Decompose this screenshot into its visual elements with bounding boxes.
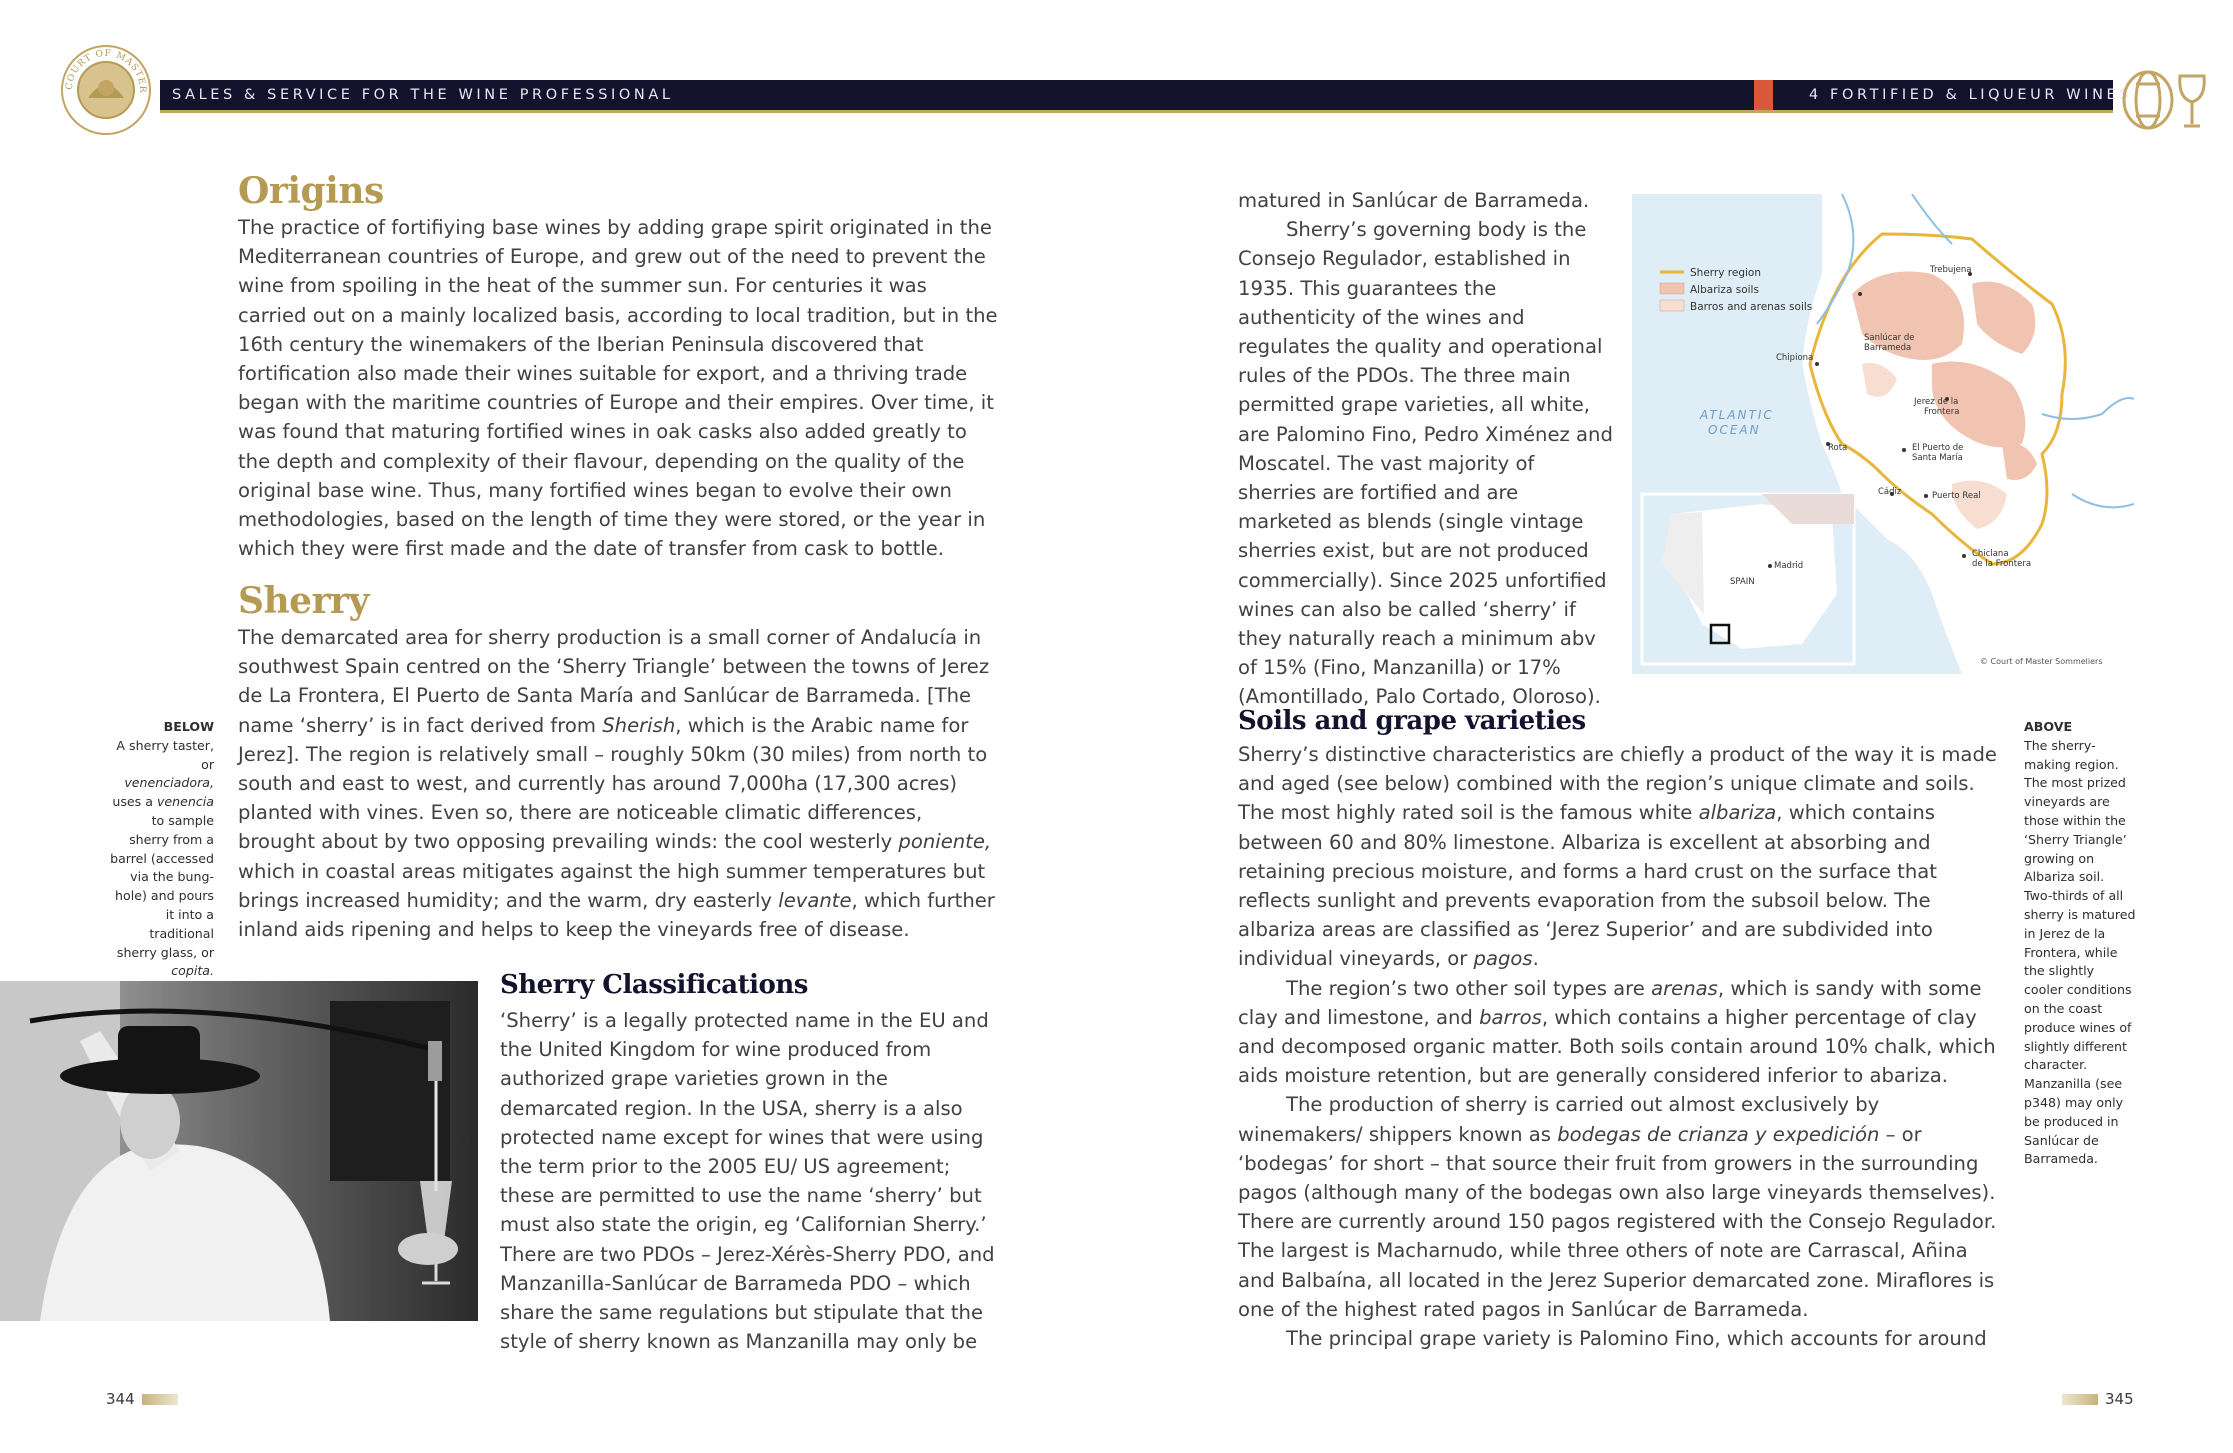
soils-paragraph-2: The region’s two other soil types are arenas, which is sandy with some clay and limestone, and barros, which contains a higher percentage of clay and decomposed organic matter. Both soils contain around 10% chalk, which aids moisture retention, but are generally considered inferior to abariza. [1238,976,1996,1088]
town-puerto-2: Santa María [1912,453,1963,463]
chapter-icon [2118,62,2210,132]
town-cadiz: Cádiz [1878,487,1902,497]
inset-map [1642,494,1854,664]
soils-paragraph-4: The principal grape variety is Palomino Fino, which accounts for around [1286,1327,1987,1351]
chapter-tab [1754,80,1773,110]
town-chiclana-2: de la Frontera [1972,559,2032,569]
town-chipiona: Chipiona [1776,353,1814,363]
seal-lettering: COURT OF MASTER [64,48,148,94]
sherry-heading: Sherry [238,580,369,622]
town-jerez-1: Jerez de la [1914,397,1959,407]
origins-heading: Origins [238,170,384,212]
town-chiclana-1: Chiclana [1972,549,2009,559]
town-sanlucar-1: Sanlúcar de [1864,333,1915,343]
classifications-paragraph: ‘Sherry’ is a legally protected name in the EU and the United Kingdom for wine produced from authorized grape varieties grown in the demarcated region. In the USA, sherry is a also protected name except for wines that were using the term prior to the 2005 EU/ US agreement; these are permitted to use the name ‘sherry’ but must also state the origin, eg ‘Californian Sherry.’ There are two PDOs – Jerez-Xérès-Sherry PDO, and Manzanilla-Sanlúcar de Barrameda PDO – which share the same regulations but stipulate that the style of sherry known as Manzanilla may only be [500,1009,995,1354]
photo-caption: BELOW A sherry taster, or venenciadora, uses a venencia to sample sherry from a barrel (accessed via the bung-hole) and pours it into a traditional sherry glass, or copita. [108,718,214,981]
town-jerez-2: Frontera [1924,407,1960,417]
origins-paragraph: The practice of fortifiying base wines by adding grape spirit originated in the Mediterranean countries of Europe, and grew out of the need to prevent the wine from spoiling in the heat of the summer sun. For centuries it was carried out on a mainly localized basis, according to local tradition, but in the 16th century the winemakers of the Iberian Peninsula discovered that fortification also made their wines suitable for export, and a thriving trade began with the maritime countries of Europe and their empires. Over time, it was found that maturing fortified wines in oak casks also added greatly to the depth and complexity of their flavour, depending on the quality of the original base wine. Thus, many fortified wines began to evolve their own methodologies, based on the length of time they were stored, or the year in which they were first made and the date of transfer from cask to bottle. [238,216,998,561]
inset-madrid: Madrid [1774,561,1804,571]
origins-text [238,213,998,563]
chapter-title: 4 FORTIFIED & LIQUEUR WINES [1809,87,2133,103]
header-bar-left [160,80,1754,110]
court-seal-icon [58,42,154,138]
legend-sherry-region: Sherry region [1690,267,1761,279]
map-caption [2024,718,2136,1169]
soils-text [1238,740,2008,1353]
legend-barros: Barros and arenas soils [1690,301,1813,313]
classifications-text [500,1006,1010,1356]
town-rota: Rota [1828,443,1848,453]
caption-label: BELOW [163,719,214,734]
right-paragraph-1: Sherry’s governing body is the Consejo Regulador, established in 1935. This guarantees the authenticity of the wines and regulates the quality and operational rules of the PDOs. The three main permitted grape varieties, all white, are Palomino Fino, Pedro Ximénez and Moscatel. The vast majority of sherries are fortified and are marketed as blends (single vintage sherries exist, but are not produced commercially). Since 2025 unfortified wines can also be called ‘sherry’ if they naturally reach a minimum abv of 15% (Fino, Manzanilla) or 17% (Amontillado, Palo Cortado, Oloroso). [1238,218,1613,709]
soils-heading: Soils and grape varieties [1238,706,1586,736]
soils-paragraph-1: Sherry’s distinctive characteristics are chiefly a product of the way it is made and aged (see below) combined with the region’s unique climate and soils. The most highly rated soil is the famous white albariza, which contains between 60 and 80% limestone. Albariza is excellent at absorbing and retaining precious moisture, and forms a hard crust on the surface that reflects sunlight and prevents evaporation from the subsoil below. The albariza areas are classified as ‘Jerez Superior’ and are subdivided into individual vineyards, or pagos. [1238,743,1997,971]
map-graphic [1632,194,2134,674]
town-sanlucar-2: Barrameda [1864,343,1912,353]
map-caption-label: ABOVE [2024,719,2073,734]
sherry-region-map [1632,194,2134,674]
header-logo [58,42,154,138]
page-number-right: 345 [2105,1390,2134,1408]
header-rule [160,110,2113,113]
page-number-bar-right [2062,1394,2098,1405]
legend-albariza: Albariza soils [1690,284,1759,296]
right-column-text [1238,186,1613,712]
right-paragraph-0: matured in Sanlúcar de Barrameda. [1238,189,1590,212]
map-copyright: © Court of Master Sommeliers [1980,657,2103,666]
town-puerto-1: El Puerto de [1912,443,1964,453]
soils-paragraph-3: The production of sherry is carried out almost exclusively by winemakers/ shippers known as bodegas de crianza y expedición – or ‘bodegas’ for short – that source their fruit from growers in the surrounding pagos (although many of the bodegas own also large vineyards themselves). There are currently around 150 pagos registered with the Consejo Regulador. The largest is Macharnudo, while three others of note are Carrascal, Añina and Balbaína, all located in the Jerez Superior demarcated zone. Miraflores is one of the highest rated pagos in Sanlúcar de Barrameda. [1238,1093,1997,1321]
town-trebujena: Trebujena [1930,265,1972,275]
ocean-label-2: OCEAN [1708,423,1761,437]
sherry-paragraph: The demarcated area for sherry production is a small corner of Andalucía in southwest Spain centred on the ‘Sherry Triangle’ between the towns of Jerez de La Frontera, El Puerto de Santa María and Sanlúcar de Barrameda. [The name ‘sherry’ is in fact derived from Sherish, which is the Arabic name for Jerez]. The region is relatively small – roughly 50km (30 miles) from north to south and east to west, and currently has around 7,000ha (17,300 acres) planted with vines. Even so, there are noticeable climatic differences, brought about by two opposing prevailing winds: the cool westerly poniente, which in coastal areas mitigates against the high summer temperatures but brings increased humidity; and the warm, dry easterly levante, which further inland aids ripening and helps to keep the vineyards free of disease. [238,626,995,942]
ocean-label-1: ATLANTIC [1700,408,1774,422]
sherry-text [238,623,998,944]
page-number-left: 344 [106,1390,135,1408]
inset-spain: SPAIN [1730,577,1755,587]
sherry-taster-photo [0,981,478,1321]
header-bar-right [1773,80,2133,110]
classifications-heading: Sherry Classifications [500,970,808,1000]
town-puerto-real: Puerto Real [1932,491,1981,501]
page-number-bar-left [142,1394,178,1405]
barrel-glass-icon [2118,62,2210,132]
header-title: SALES & SERVICE FOR THE WINE PROFESSIONAL [172,87,674,103]
map-caption-text: The sherry-making region. The most prized vineyards are those within the ‘Sherry Triangle’ growing on Albariza soil. Two-thirds of all sherry is matured in Jerez de la Frontera, while the slightly cooler conditions on the coast produce wines of slightly different character. Manzanilla (see p348) may only be produced in Sanlúcar de Barrameda. [2024,737,2136,1167]
